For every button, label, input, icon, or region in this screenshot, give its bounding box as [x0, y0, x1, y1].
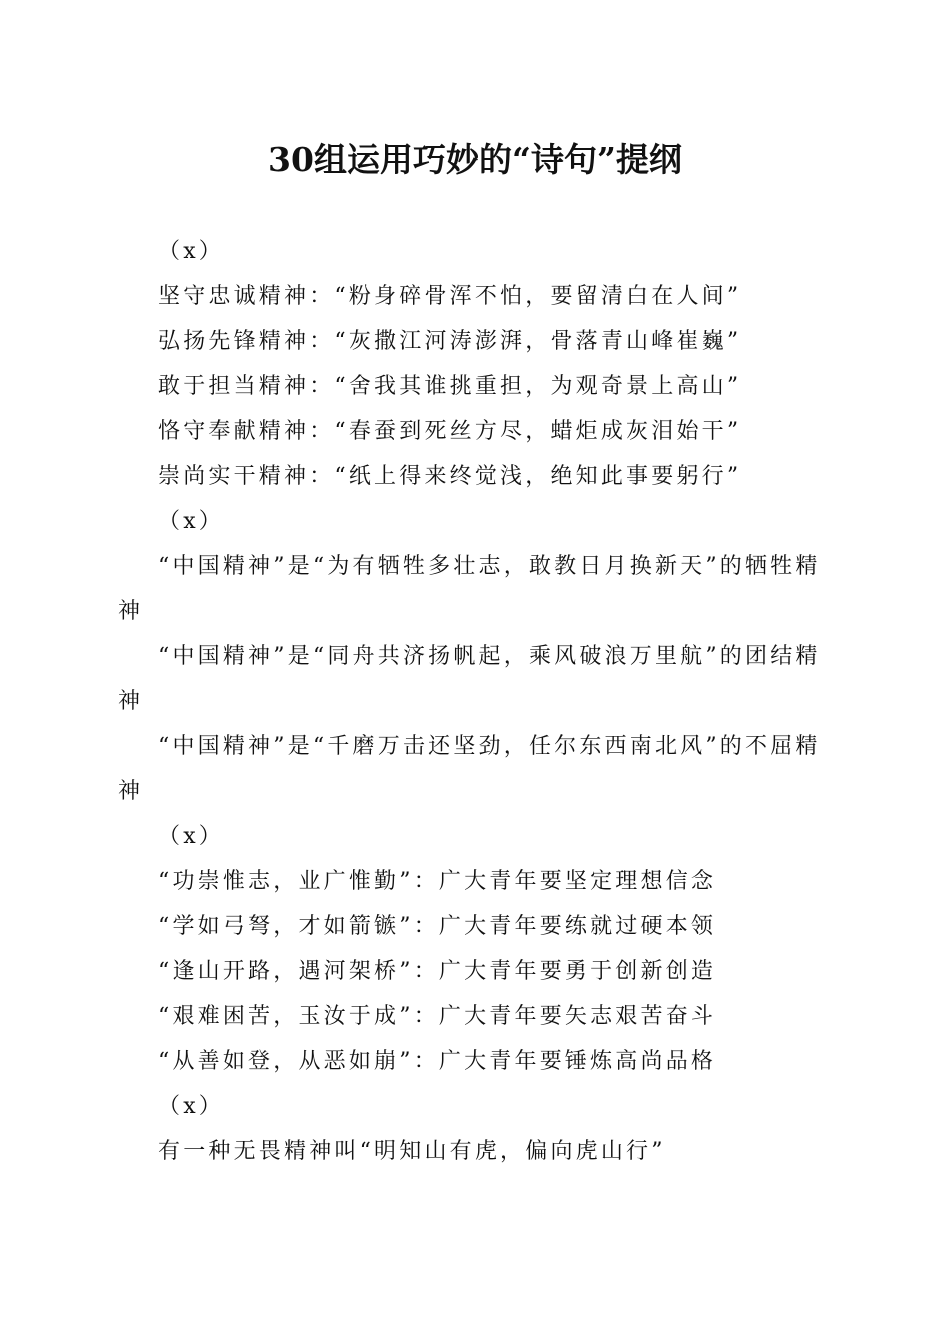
outline-line: 崇尚实干精神：“纸上得来终觉浅，绝知此事要躬行” [158, 464, 742, 489]
outline-paragraph: “中国精神”是“同舟共济扬帆起，乘风破浪万里航”的团结精神 [118, 644, 821, 714]
outline-line: 坚守忠诚精神：“粉身碎骨浑不怕，要留清白在人间” [158, 284, 742, 309]
document-title: 30组运用巧妙的“诗句”提纲 [268, 140, 682, 179]
outline-line: “功崇惟志，业广惟勤”：广大青年要坚定理想信念 [158, 869, 717, 894]
section-marker: （x） [158, 1094, 225, 1119]
outline-line: “从善如登，从恶如崩”：广大青年要锤炼高尚品格 [158, 1049, 717, 1074]
section-marker: （x） [158, 239, 225, 264]
outline-line: “学如弓弩，才如箭镞”：广大青年要练就过硬本领 [158, 914, 717, 939]
outline-line: 有一种无畏精神叫“明知山有虎，偏向虎山行” [158, 1139, 666, 1164]
section-marker: （x） [158, 824, 225, 849]
outline-line: 敢于担当精神：“舍我其谁挑重担，为观奇景上高山” [158, 374, 742, 399]
document-body [118, 229, 828, 1174]
outline-line: “艰难困苦，玉汝于成”：广大青年要矢志艰苦奋斗 [158, 1004, 717, 1029]
outline-paragraph: “中国精神”是“千磨万击还坚劲，任尔东西南北风”的不屈精神 [118, 734, 821, 804]
outline-line: “逢山开路，遇河架桥”：广大青年要勇于创新创造 [158, 959, 717, 984]
section-marker: （x） [158, 509, 225, 534]
outline-line: 恪守奉献精神：“春蚕到死丝方尽，蜡炬成灰泪始干” [158, 419, 742, 444]
outline-paragraph: “中国精神”是“为有牺牲多壮志，敢教日月换新天”的牺牲精神 [118, 554, 821, 624]
outline-line: 弘扬先锋精神：“灰撒江河涛澎湃，骨落青山峰崔巍” [158, 329, 742, 354]
